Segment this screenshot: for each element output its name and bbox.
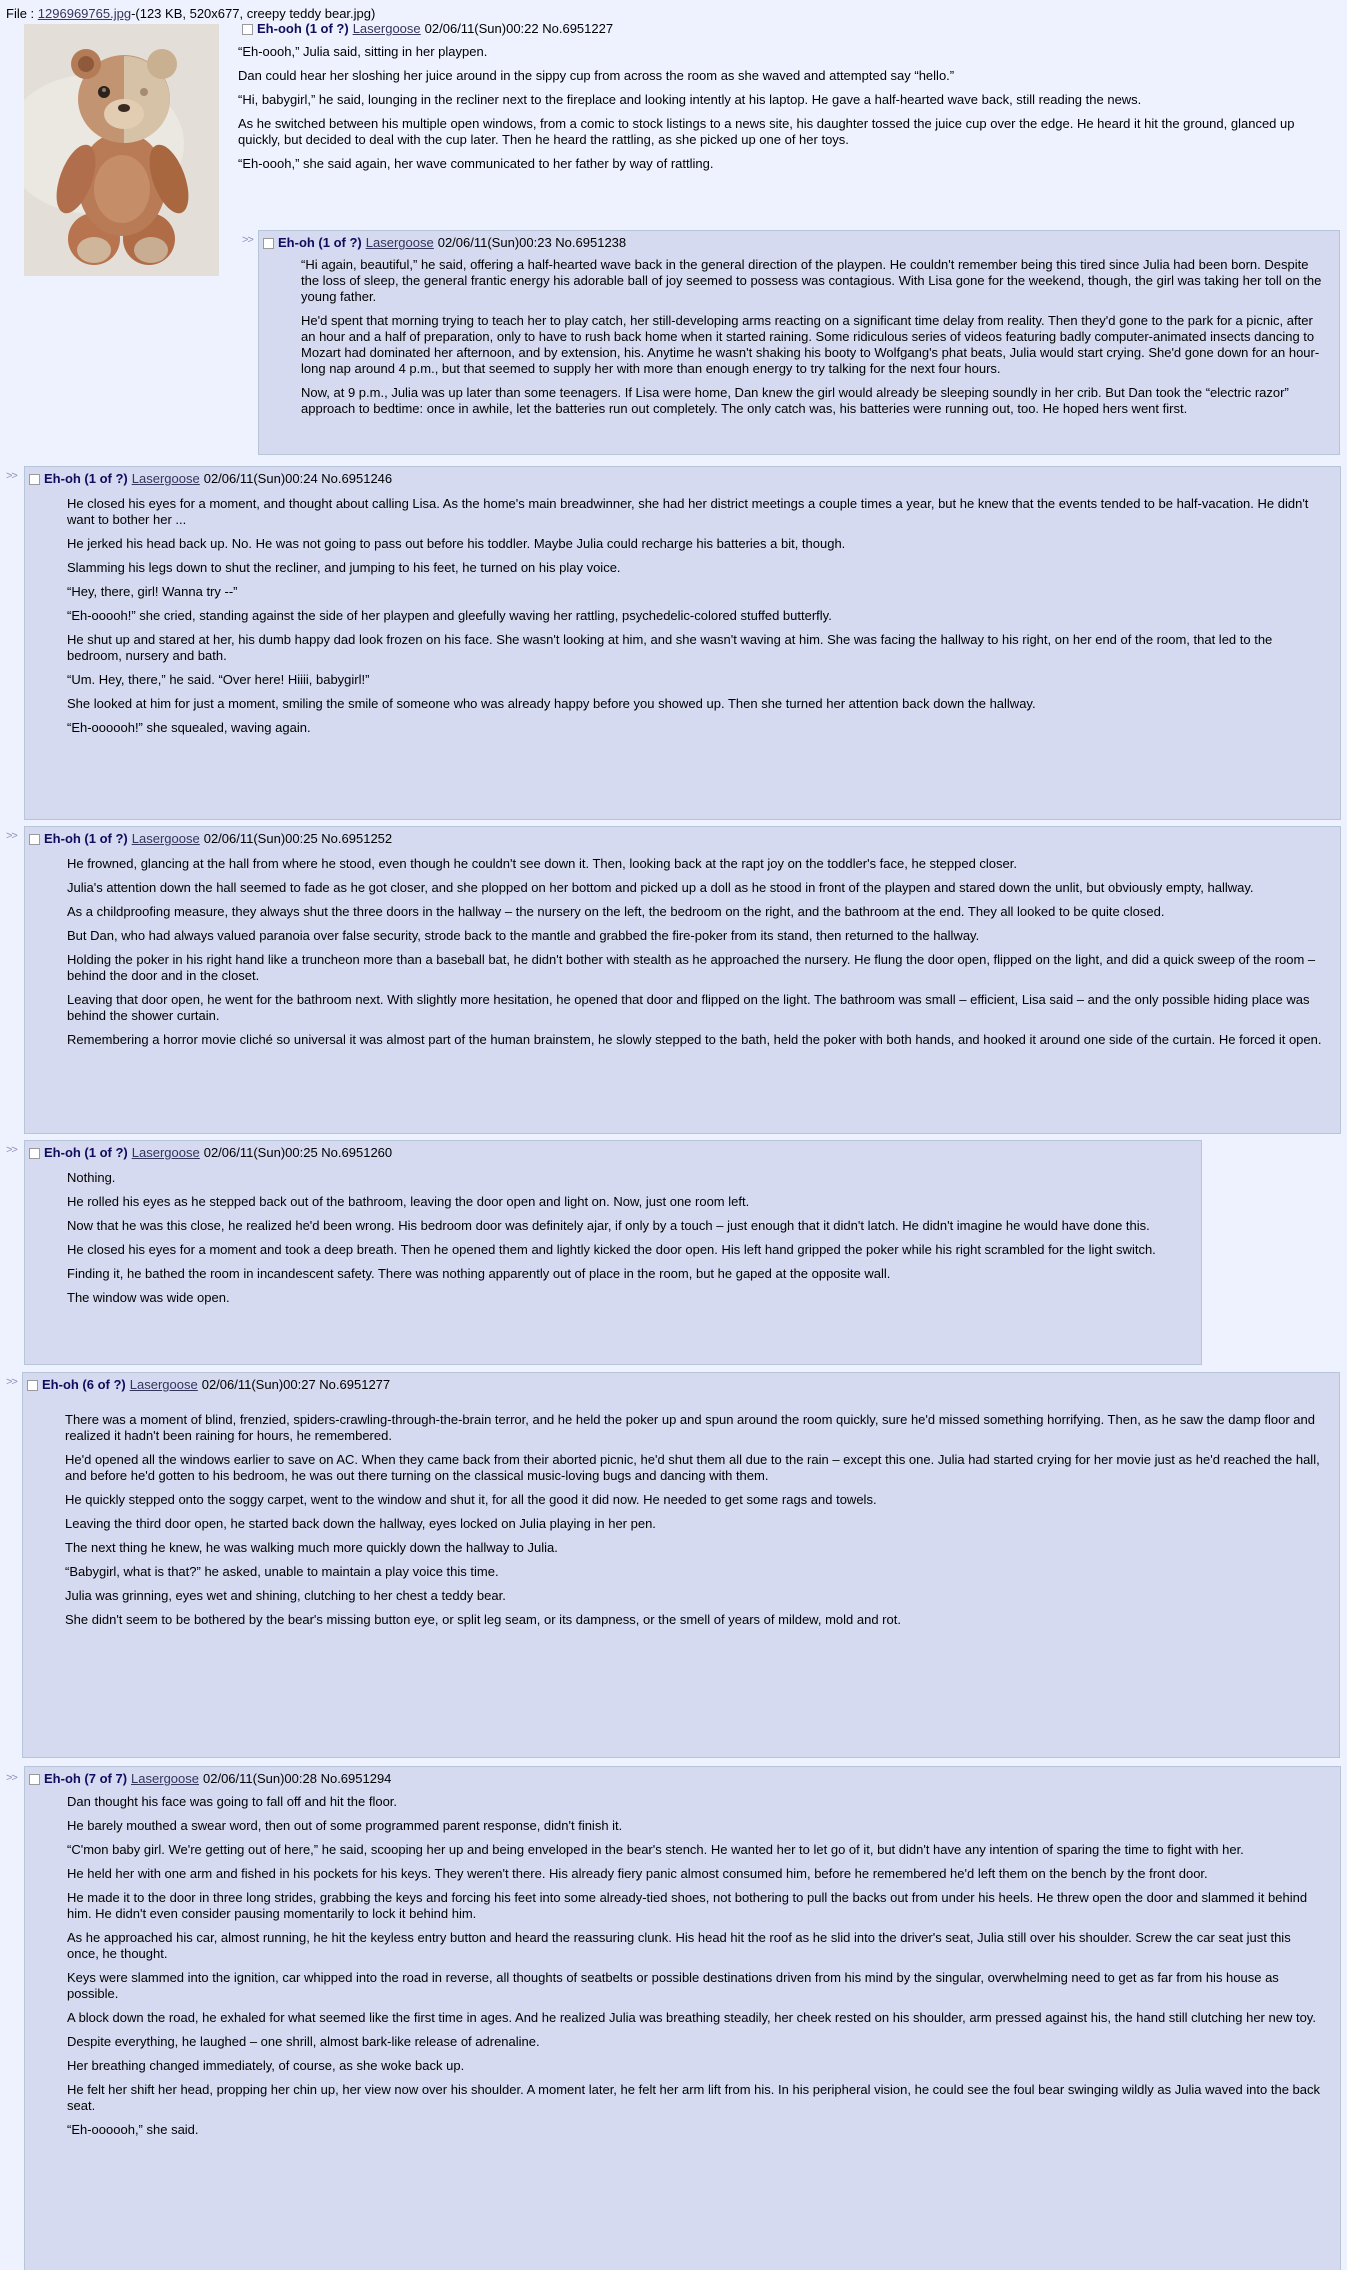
post-paragraph: He made it to the door in three long strides, grabbing the keys and forcing his feet into some already-tied shoes, not bothering to pull the backs out from under his heels. He threw open the door and slammed it behind him. He didn't even consider pausing momentarily to lock it behind him. <box>67 1890 1308 1921</box>
reply-arrows: >> <box>6 830 17 842</box>
reply-select-checkbox[interactable] <box>29 834 40 845</box>
post-paragraph: Holding the poker in his right hand like a truncheon more than a baseball bat, he didn't bother with stealth as he approached the nursery. He flung the door open, flipped on the light, and did a quick sweep of the room – behind the door and in the closet. <box>67 952 1316 983</box>
post-paragraph: As a childproofing measure, they always shut the three doors in the hallway – the nursery on the left, the bedroom on the right, and the bathroom at the end. They all looked to be quite closed. <box>67 904 1165 919</box>
poster-name-link[interactable]: Lasergoose <box>352 21 421 36</box>
post-paragraph: Now, at 9 p.m., Julia was up later than some teenagers. If Lisa were home, Dan knew the girl would already be sleeping soundly in her crib. But Dan took the “electric razor” approach to bedtime: once in awhile, let the batteries run out completely. The only catch was, his batteries were running out, too. He hoped hers went first. <box>301 385 1289 416</box>
post-paragraph: Now that he was this close, he realized he'd been wrong. His bedroom door was definitely ajar, if only by a touch – just enough that it didn't latch. He didn't imagine he would have done this. <box>67 1218 1150 1233</box>
reply-post-body <box>65 1412 1325 1628</box>
post-paragraph: Despite everything, he laughed – one shrill, almost bark-like release of adrenaline. <box>67 2034 540 2049</box>
post-paragraph: He barely mouthed a swear word, then out of some programmed parent response, didn't finish it. <box>67 1818 623 1833</box>
op-post <box>238 20 1328 180</box>
post-paragraph: “Eh-oooooh!” she squealed, waving again. <box>67 720 311 735</box>
reply-select-checkbox[interactable] <box>263 238 274 249</box>
post-paragraph: “Hi, babygirl,” he said, lounging in the recliner next to the fireplace and looking intently at his laptop. He gave a half-hearted wave back, still reading the news. <box>238 92 1142 107</box>
post-paragraph: Julia's attention down the hall seemed to fade as he got closer, and she plopped on her bottom and picked up a doll as he stood in front of the playpen and stared down the unlit, but obviously empty, hallway. <box>67 880 1254 895</box>
reply-select-checkbox[interactable] <box>29 1774 40 1785</box>
post-subject: Eh-oh (1 of ?) <box>44 831 128 846</box>
reply-post <box>24 826 1341 1134</box>
post-paragraph: She didn't seem to be bothered by the bear's missing button eye, or split leg seam, or its dampness, or the smell of years of mildew, mold and rot. <box>65 1612 901 1627</box>
post-subject: Eh-oh (1 of ?) <box>44 471 128 486</box>
reply-post-body <box>301 257 1325 417</box>
poster-name-link[interactable]: Lasergoose <box>129 1377 198 1392</box>
post-paragraph: Finding it, he bathed the room in incandescent safety. There was nothing apparently out of place in the room, but he gaped at the opposite wall. <box>67 1266 891 1281</box>
post-paragraph: He'd opened all the windows earlier to save on AC. When they came back from their aborted picnic, he'd shut them all due to the rain – except this one. Julia had started crying for her movie just as he'd reached the hall, and before he'd gotten to his bedroom, he was out there turning on the classical music-loving bugs and dancing with them. <box>65 1452 1320 1483</box>
post-paragraph: The window was wide open. <box>67 1290 230 1305</box>
poster-name-link[interactable]: Lasergoose <box>131 1145 200 1160</box>
post-meta: 02/06/11(Sun)00:23 No.6951238 <box>437 235 627 250</box>
op-post-body <box>238 44 1328 172</box>
reply-post <box>24 1766 1341 2270</box>
post-paragraph: He closed his eyes for a moment and took a deep breath. Then he opened them and lightly kicked the door open. His left hand gripped the poker while his right scrambled for the light switch. <box>67 1242 1156 1257</box>
post-meta: 02/06/11(Sun)00:27 No.6951277 <box>201 1377 391 1392</box>
teddy-bear-image <box>24 24 219 276</box>
post-paragraph: As he approached his car, almost running, he hit the keyless entry button and heard the reassuring clunk. His head hit the roof as he slid into the driver's seat, Julia still over his shoulder. Screw the car seat just this once, he thought. <box>67 1930 1291 1961</box>
reply-post <box>258 230 1340 455</box>
post-subject: Eh-ooh (1 of ?) <box>257 21 349 36</box>
post-paragraph: “Hi again, beautiful,” he said, offering a half-hearted wave back in the general direction of the playpen. He couldn't remember being this tired since Julia had been born. Despite the loss of sleep, the general frantic energy his adorable ball of joy seemed to possess was contagious. With Lisa gone for the weekend, though, the girl was taking her toll on the young father. <box>301 257 1322 304</box>
reply-post <box>22 1372 1340 1758</box>
post-subject: Eh-oh (1 of ?) <box>44 1145 128 1160</box>
post-paragraph: There was a moment of blind, frenzied, spiders-crawling-through-the-brain terror, and he held the poker up and spun around the room quickly, sure he'd missed something horrifying. Then, as he saw the damp floor and realized it hadn't been raining for hours, he remembered. <box>65 1412 1315 1443</box>
post-meta: 02/06/11(Sun)00:25 No.6951260 <box>203 1145 393 1160</box>
reply-select-checkbox[interactable] <box>29 474 40 485</box>
post-paragraph: He jerked his head back up. No. He was not going to pass out before his toddler. Maybe Julia could recharge his batteries a bit, though. <box>67 536 846 551</box>
reply-post-header <box>25 1144 1187 1162</box>
post-paragraph: He frowned, glancing at the hall from where he stood, even though he couldn't see down it. Then, looking back at the rapt joy on the toddler's face, he stepped closer. <box>67 856 1017 871</box>
reply-post-body <box>67 856 1326 1048</box>
reply-post-header <box>259 234 1325 252</box>
reply-arrows: >> <box>6 470 17 482</box>
poster-name-link[interactable]: Lasergoose <box>365 235 434 250</box>
post-paragraph: Her breathing changed immediately, of course, as she woke back up. <box>67 2058 465 2073</box>
reply-arrows: >> <box>6 1376 17 1388</box>
post-paragraph: He closed his eyes for a moment, and thought about calling Lisa. As the home's main breadwinner, she had her district meetings a couple times a year, but he knew that the events tended to be half-vacation. He didn't want to bother her ... <box>67 496 1309 527</box>
post-subject: Eh-oh (6 of ?) <box>42 1377 126 1392</box>
poster-name-link[interactable]: Lasergoose <box>131 471 200 486</box>
file-details: -(123 KB, 520x677, creepy teddy bear.jpg) <box>131 6 376 21</box>
post-paragraph: The next thing he knew, he was walking much more quickly down the hallway to Julia. <box>65 1540 558 1555</box>
post-paragraph: He rolled his eyes as he stepped back out of the bathroom, leaving the door open and light on. Now, just one room left. <box>67 1194 750 1209</box>
reply-post-body <box>67 1170 1187 1306</box>
post-paragraph: Dan thought his face was going to fall off and hit the floor. <box>67 1794 398 1809</box>
post-paragraph: He felt her shift her head, propping her chin up, her view now over his shoulder. A moment later, he felt her arm lift from his. In his peripheral vision, he could see the foul bear swinging wildly as Julia waved into the back seat. <box>67 2082 1321 2113</box>
reply-arrows: >> <box>242 234 253 246</box>
post-meta: 02/06/11(Sun)00:24 No.6951246 <box>203 471 393 486</box>
reply-post-body <box>67 496 1326 736</box>
post-paragraph: He quickly stepped onto the soggy carpet, went to the window and shut it, for all the good it did now. He needed to get some rags and towels. <box>65 1492 877 1507</box>
post-paragraph: Dan could hear her sloshing her juice around in the sippy cup from across the room as she waved and attempted say “hello.” <box>238 68 955 83</box>
post-paragraph: Nothing. <box>67 1170 116 1185</box>
post-subject: Eh-oh (7 of 7) <box>44 1771 128 1786</box>
post-meta: 02/06/11(Sun)00:28 No.6951294 <box>203 1771 392 1786</box>
post-paragraph: Leaving that door open, he went for the bathroom next. With slightly more hesitation, he opened that door and flipped on the light. The bathroom was small – efficient, Lisa said – and the only possible hiding place was behind the shower curtain. <box>67 992 1310 1023</box>
reply-post-header <box>23 1376 1325 1394</box>
post-paragraph: He held her with one arm and fished in his pockets for his keys. They weren't there. His already fiery panic almost consumed him, before he remembered he'd left them on the bench by the front door. <box>67 1866 1208 1881</box>
post-paragraph: “C'mon baby girl. We're getting out of here,” he said, scooping her up and being enveloped in the bear's stench. He wanted her to let go of it, but didn't have any intention of sparing the time to fight with her. <box>67 1842 1244 1857</box>
poster-name-link[interactable]: Lasergoose <box>131 1771 199 1786</box>
post-paragraph: “Um. Hey, there,” he said. “Over here! Hiiii, babygirl!” <box>67 672 370 687</box>
post-paragraph: Remembering a horror movie cliché so universal it was almost part of the human brainstem, he slowly stepped to the bath, held the poker with both hands, and hooked it around one side of the curtain. He forced it open. <box>67 1032 1322 1047</box>
post-paragraph: But Dan, who had always valued paranoia over false security, strode back to the mantle and grabbed the fire-poker from its stand, then returned to the hallway. <box>67 928 980 943</box>
post-paragraph: “Babygirl, what is that?” he asked, unable to maintain a play voice this time. <box>65 1564 499 1579</box>
post-paragraph: “Eh-oooh,” Julia said, sitting in her playpen. <box>238 44 488 59</box>
post-paragraph: “Eh-ooooh!” she cried, standing against the side of her playpen and gleefully waving her rattling, psychedelic-colored stuffed butterfly. <box>67 608 832 623</box>
post-subject: Eh-oh (1 of ?) <box>278 235 362 250</box>
file-prefix: File : <box>6 6 38 21</box>
post-paragraph: Keys were slammed into the ignition, car whipped into the road in reverse, all thoughts of seatbelts or possible destinations driven from his mind by the singular, overwhelming need to get as far from his house as possible. <box>67 1970 1279 2001</box>
post-meta: 02/06/11(Sun)00:25 No.6951252 <box>203 831 393 846</box>
reply-select-checkbox[interactable] <box>29 1148 40 1159</box>
reply-post-header <box>25 1770 1326 1788</box>
post-paragraph: Julia was grinning, eyes wet and shining, clutching to her chest a teddy bear. <box>65 1588 506 1603</box>
reply-post-header <box>25 830 1326 848</box>
reply-post-body <box>67 1794 1326 2138</box>
post-paragraph: He shut up and stared at her, his dumb happy dad look frozen on his face. She wasn't looking at him, and she wasn't waving at him. She was facing the hallway to his right, on her end of the room, that led to the bedroom, nursery and bath. <box>67 632 1273 663</box>
post-paragraph: She looked at him for just a moment, smiling the smile of someone who was already happy before you showed up. Then she turned her attention back down the hallway. <box>67 696 1036 711</box>
post-paragraph: “Hey, there, girl! Wanna try --” <box>67 584 238 599</box>
post-paragraph: A block down the road, he exhaled for what seemed like the first time in ages. And he realized Julia was breathing steadily, her cheek rested on his shoulder, arm pressed against his, the hand still clutching her new toy. <box>67 2010 1316 2025</box>
op-select-checkbox[interactable] <box>242 24 253 35</box>
post-paragraph: “Eh-oooooh,” she said. <box>67 2122 199 2137</box>
reply-post <box>24 1140 1202 1365</box>
file-link[interactable]: 1296969765.jpg <box>37 6 132 21</box>
reply-arrows: >> <box>6 1772 17 1784</box>
post-paragraph: Slamming his legs down to shut the recliner, and jumping to his feet, he turned on his play voice. <box>67 560 621 575</box>
post-paragraph: “Eh-oooh,” she said again, her wave communicated to her father by way of rattling. <box>238 156 714 171</box>
reply-arrows: >> <box>6 1144 17 1156</box>
post-meta: 02/06/11(Sun)00:22 No.6951227 <box>424 21 614 36</box>
post-paragraph: Leaving the third door open, he started back down the hallway, eyes locked on Julia playing in her pen. <box>65 1516 656 1531</box>
poster-name-link[interactable]: Lasergoose <box>131 831 200 846</box>
post-paragraph: He'd spent that morning trying to teach her to play catch, her still-developing arms reacting on a significant time delay from reality. Then they'd gone to the park for a picnic, after an hour and a half of preparation, only to have to rush back home when it started raining. Some ridiculous series of videos featuring badly computer-animated insects dancing to Mozart had dominated her afternoon, and by extension, his. Anytime he wasn't shaking his booty to Wolfgang's phat beats, Julia would start crying. She'd gone down for an hour-long nap around 4 p.m., but that seemed to supply her with more than enough energy to try talking for the next four hours. <box>301 313 1320 376</box>
reply-post <box>24 466 1341 820</box>
post-paragraph: As he switched between his multiple open windows, from a comic to stock listings to a news site, his daughter tossed the juice cup over the edge. He heard it hit the ground, glanced up quickly, but decided to deal with the cup later. Then he heard the rattling, as she picked up one of her toys. <box>238 116 1295 147</box>
teddy-bear-thumbnail[interactable] <box>24 24 219 276</box>
reply-select-checkbox[interactable] <box>27 1380 38 1391</box>
op-post-header <box>238 20 1328 38</box>
reply-post-header <box>25 470 1326 488</box>
